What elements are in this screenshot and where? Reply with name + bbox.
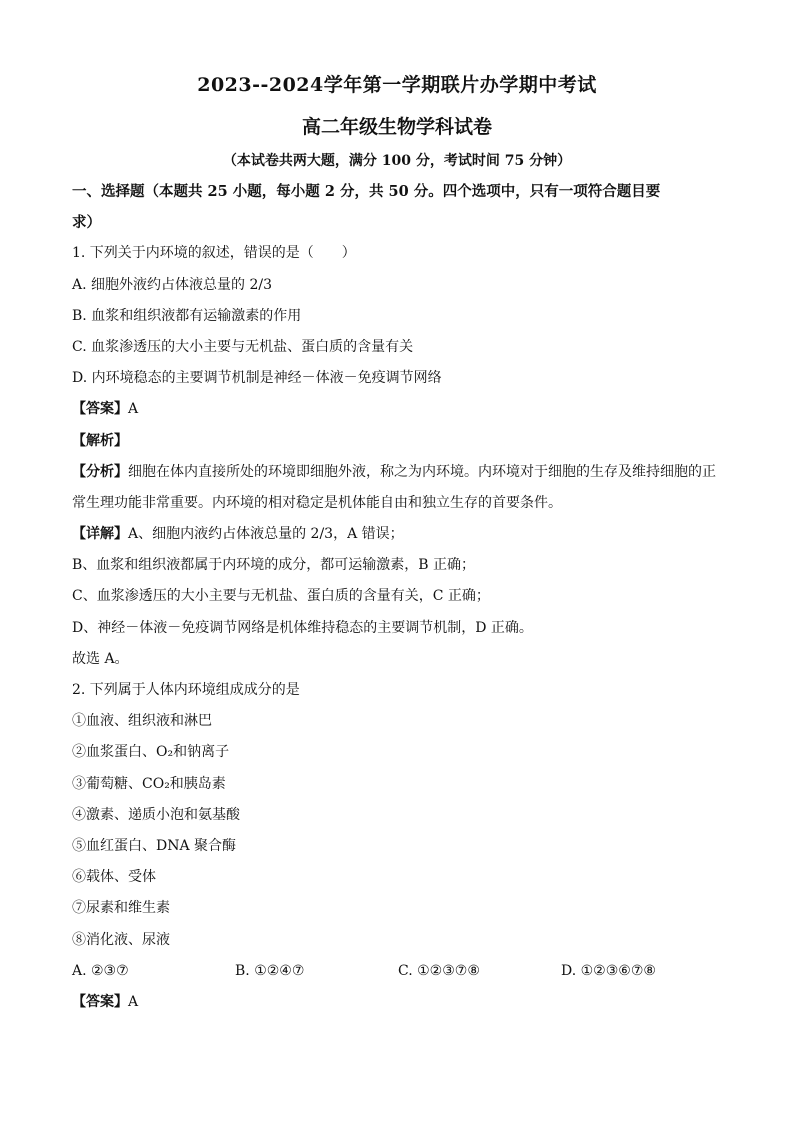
question-2-choice-b: B. ①②④⑦ <box>235 962 305 979</box>
question-1-fenxi-cont: 常生理功能非常重要。内环境的相对稳定是机体能自由和独立生存的首要条件。 <box>72 494 562 511</box>
exam-title: 2023--2024学年第一学期联片办学期中考试 <box>197 74 597 96</box>
question-2-choice-a: A. ②③⑦ <box>72 962 129 979</box>
question-2-item-5: ⑤血红蛋白、DNA 聚合酶 <box>72 837 237 854</box>
exam-body <box>72 176 724 1018</box>
question-2-item-6: ⑥载体、受体 <box>72 869 156 886</box>
answer-value: A <box>128 401 139 418</box>
question-1-stem: 1. 下列关于内环境的叙述，错误的是（ ） <box>72 245 356 262</box>
question-2-choice-c: C. ①②③⑦⑧ <box>398 962 480 979</box>
question-2-item-1: ①血液、组织液和淋巴 <box>72 713 212 730</box>
question-2-item-3: ③葡萄糖、CO₂和胰岛素 <box>72 775 226 792</box>
exam-info: （本试卷共两大题，满分 100 分，考试时间 75 分钟） <box>222 153 572 169</box>
question-2-choices <box>72 956 724 987</box>
detail-text: A、细胞内液约占体液总量的 2/3，A 错误； <box>128 526 404 543</box>
detail-tag: 【详解】 <box>72 526 128 543</box>
question-1-analysis-tag <box>72 426 724 457</box>
section-heading: 一、选择题（本题共 25 小题，每小题 2 分，共 50 分。四个选项中，只有一项符合题目要 <box>72 183 661 200</box>
question-1-answer <box>72 394 724 425</box>
fenxi-tag: 【分析】 <box>72 463 128 480</box>
question-1-detail <box>72 519 724 550</box>
question-2-item-8: ⑧消化液、尿液 <box>72 931 170 948</box>
question-2-item-4: ④激素、递质小泡和氨基酸 <box>72 806 240 823</box>
question-2-item-7: ⑦尿素和维生素 <box>72 900 170 917</box>
question-1-option-a: A. 细胞外液约占体液总量的 2/3 <box>72 276 272 293</box>
question-2-answer <box>72 987 724 1018</box>
question-2-choice-d: D. ①②③⑥⑦⑧ <box>561 962 656 979</box>
answer-value: A <box>128 993 139 1010</box>
question-1-fenxi <box>72 457 724 488</box>
question-1-detail-c: C、血浆渗透压的大小主要与无机盐、蛋白质的含量有关，C 正确； <box>72 588 490 605</box>
question-1-option-c: C. 血浆渗透压的大小主要与无机盐、蛋白质的含量有关 <box>72 338 414 355</box>
answer-tag: 【答案】 <box>72 993 128 1010</box>
analysis-tag: 【解析】 <box>72 432 128 449</box>
fenxi-text: 细胞在体内直接所处的环境即细胞外液，称之为内环境。内环境对于细胞的生存及维持细胞的正 <box>128 463 716 480</box>
question-1-option-d: D. 内环境稳态的主要调节机制是神经－体液－免疫调节网络 <box>72 370 442 387</box>
question-1-detail-d: D、神经－体液－免疫调节网络是机体维持稳态的主要调节机制，D 正确。 <box>72 619 533 636</box>
question-1-detail-b: B、血浆和组织液都属于内环境的成分，都可运输激素，B 正确； <box>72 557 476 574</box>
question-1-conclusion: 故选 A。 <box>72 650 129 667</box>
question-1-option-b: B. 血浆和组织液都有运输激素的作用 <box>72 307 302 324</box>
question-2-stem: 2. 下列属于人体内环境组成成分的是 <box>72 682 300 698</box>
answer-tag: 【答案】 <box>72 401 128 418</box>
section-heading-cont: 求） <box>72 214 101 232</box>
question-2-item-2: ②血浆蛋白、O₂和钠离子 <box>72 744 230 761</box>
paper-title: 高二年级生物学科试卷 <box>301 116 492 138</box>
